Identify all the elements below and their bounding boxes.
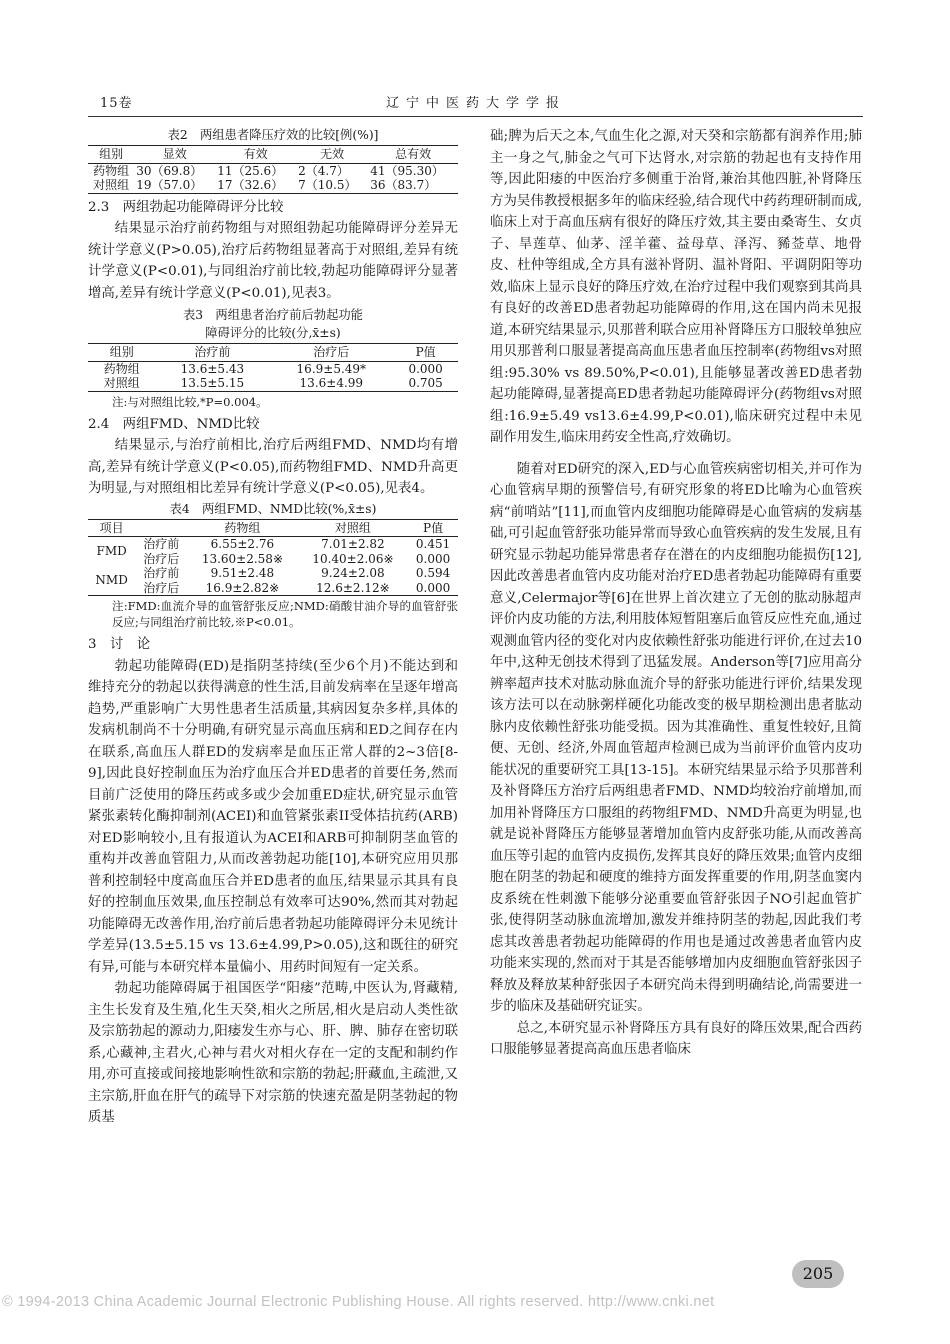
table-cell: 治疗后: [143, 551, 180, 566]
table-group-label: FMD: [96, 544, 127, 559]
table-row: [88, 163, 458, 178]
section-2-4-title: 2.4 两组FMD、NMD比较: [88, 416, 260, 432]
section-2-3-paragraph: 结果显示治疗前药物组与对照组勃起功能障碍评分差异无统计学意义(P>0.05),治疗后药物组显著高于对照组,差异有统计学意义(P<0.01),与同组治疗前比较,勃起功能障碍评分显著增高,差异有统计学意义(P<0.01),见表3。: [88, 221, 458, 301]
table-cell: 17（32.6）: [215, 178, 296, 193]
table-cell: 治疗后: [135, 581, 187, 596]
page-number: 205: [792, 1260, 844, 1288]
table-row: [88, 581, 458, 596]
discussion-paragraph-2-continued: 础;脾为后天之本,气血生化之源,对天癸和宗筋都有润养作用;肺主一身之气,肺金之气可下达肾水,对宗筋的勃起也有支持作用等,因此阳痿的中医治疗多侧重于治肾,兼治其他四脏,补肾降压方为吴伟教授根据多年的临床经验,结合现代中药药理研制而成,临床上对于高血压病有很好的降压疗效,其主要由桑寄生、女贞子、旱莲草、仙茅、淫羊藿、益母草、泽泻、豨莶草、地骨皮、杜仲等组成,全方具有滋补肾阴、温补肾阳、平调阴阳等功效,临床上显示良好的降压疗效,在治疗过程中我们观察到其尚具有良好的改善ED患者勃起功能障碍的作用,这在国内尚未见报道,本研究结果显示,贝那普利联合应用补肾降压方口服较单独应用贝那普利口服显著提高高血压患者血压控制率(药物组vs对照组:95.30% vs 89.50%,P<0.01),且能够显著改善ED患者勃起功能障碍,显著提高ED患者勃起功能障碍评分(药物组vs对照组:16.9±5.49 vs13.6±4.99,P<0.01),临床研究过程中未见副作用发生,临床用药安全性高,疗效确切。: [490, 129, 862, 445]
table-cell: 6.55±2.76: [210, 537, 275, 551]
table3-header: 治疗后: [269, 344, 393, 362]
section-3-title: 3 讨 论: [88, 637, 151, 652]
table4-header: 对照组: [298, 519, 409, 537]
conclusion-paragraph: 总之,本研究显示补肾降压方具有良好的降压效果,配合西药口服能够显著提高高血压患者临床: [490, 1020, 862, 1057]
table3-caption-line1: 表3 两组患者治疗前后勃起功能: [183, 308, 363, 322]
table-cell: 30（69.8）: [136, 163, 203, 178]
table-cell: 13.6±5.43: [180, 361, 245, 376]
header-rule: [88, 116, 863, 117]
table2-header: 有效: [215, 146, 296, 164]
table-cell: 7.01±2.82: [321, 537, 385, 551]
table-cell: 16.9±2.82※: [187, 581, 298, 596]
table3-header: P值: [393, 344, 458, 362]
table2-caption: 表2 两组患者降压疗效的比较[例(%)]: [167, 128, 379, 142]
table2-header: 显效: [134, 146, 215, 164]
table-cell: 治疗前: [143, 566, 180, 580]
table-cell: 41（95.30）: [370, 163, 444, 178]
header-journal-title: 辽宁中医药大学学报: [386, 96, 567, 111]
table4-header: P值: [408, 519, 458, 537]
table-cell: 0.000: [408, 361, 443, 376]
table-cell: 0.451: [415, 537, 451, 551]
table-cell: 13.60±2.58※: [201, 551, 283, 566]
table-row: [88, 537, 458, 552]
right-column: [490, 126, 862, 1061]
table4-header: 项目: [88, 519, 135, 537]
left-column: [88, 126, 458, 1129]
discussion-paragraph-3: 随着对ED研究的深入,ED与心血管疾病密切相关,并可作为心血管病早期的预警信号,有研究形象的将ED比喻为心血管疾病“前哨站”[11],而血管内皮细胞功能障碍是心血管病的发病基础,可引起血管舒张功能异常而导致心血管疾病的发生发展,且有研究显示勃起功能异常患者存在潜在的内皮细胞功能损伤[12],因此改善患者血管内皮功能对治疗ED患者勃起功能障碍有重要意义,Celermajor等[6]在世界上首次建立了无创的肱动脉超声评价内皮功能的方法,利用肢体短暂阻塞后血管反应性充血,通过观测血管内径的变化对内皮依赖性舒张功能进行评价,在过去10年中,这种无创技术得到了迅猛发展。Anderson等[7]应用高分辨率超声技术对肱动脉血流介导的舒张功能进行评价,结果发现该方法可以在动脉粥样硬化功能改变的极早期检测出患者肱动脉内皮依赖性舒张功能受损。因为其准确性、重复性较好,且简便、无创、经济,外周血管超声检测已成为当前评价血管内皮功能状况的重要研究工具[13-15]。本研究结果显示给予贝那普利及补肾降压方治疗后两组患者FMD、NMD均较治疗前增加,而加用补肾降压方口服组的药物组FMD、NMD升高更为明显,也就是说补肾降压方能够显著增加血管内皮舒张功能,从而改善高血压等引起的血管内皮损伤,发挥其良好的降压效果;血管内皮细胞在阴茎的勃起和硬度的维持方面发挥重要的作用,阴茎血窦内皮系统在性刺激下能够分泌重要血管舒张因子NO引起血管扩张,使得阴茎动脉血流增加,激发并维持阴茎的勃起,因此我们考虑其改善患者勃起功能障碍的作用也是通过改善患者血管内皮功能来实现的,然而对于其是否能够增加内皮细胞血管舒张因子释放及释放某种舒张因子本研究尚未得到明确结论,尚需要进一步的临床及基础研究证实。: [490, 461, 862, 1014]
table-cell: 11（25.6）: [217, 163, 284, 178]
table-cell: 16.9±5.49*: [296, 361, 367, 376]
table-cell: 13.5±5.15: [155, 376, 269, 391]
table2-header: 无效: [296, 146, 368, 164]
discussion-paragraph-2: 勃起功能障碍属于祖国医学“阳痿”范畴,中医认为,肾藏精,主生长发育及生殖,化生天癸,相火之所居,相火是启动人类性欲及宗筋勃起的源动力,阳痿发生亦与心、肝、脾、肺存在密切联系,心藏神,主君火,心神与君火对相火存在一定的支配和制约作用,亦可直接或间接地影响性欲和宗筋的勃起;肝藏血,主疏泄,又主宗筋,肝血在肝气的疏导下对宗筋的快速充盈是阴茎勃起的物质基: [88, 981, 458, 1125]
table3-header: 组别: [88, 344, 155, 362]
table-cell: 药物组: [103, 361, 140, 376]
table3-note: 注:与对照组比较,*P=0.004。: [112, 394, 268, 409]
table-row: [88, 178, 458, 193]
table3: [88, 343, 458, 392]
table-cell: 19（57.0）: [134, 178, 215, 193]
table-cell: 10.40±2.06※: [312, 551, 394, 566]
table-cell: 对照组: [88, 178, 134, 193]
table2: [88, 145, 458, 194]
table-cell: 治疗前: [143, 537, 180, 551]
table-row: [88, 552, 458, 567]
table-cell: 9.24±2.08: [321, 566, 385, 580]
table-row: [88, 361, 458, 376]
table4-header: 药物组: [187, 519, 298, 537]
discussion-paragraph-1: 勃起功能障碍(ED)是指阴茎持续(至少6个月)不能达到和维持充分的勃起以获得满意的性生活,目前发病率在呈逐年增高趋势,严重影响广大男性患者生活质量,其病因复杂多样,具体的发病机制尚不十分明确,有研究显示高血压病和ED之间存在内在联系,高血压人群ED的发病率是血压正常人群的2~3倍[8-9],因此良好控制血压为治疗血压合并ED患者的首要任务,然而目前广泛使用的降压药或多或少会加重ED症状,研究显示血管紧张素转化酶抑制剂(ACEI)和血管紧张素II受体拮抗药(ARB)对ED影响较小,且有报道认为ACEI和ARB可抑制阴茎血管的重构并改善血管阻力,从而改善勃起功能[10],本研究应用贝那普利控制轻中度高血压合并ED患者的血压,结果显示其具有良好的控制血压效果,血压控制总有效率可达90%,然而其对勃起功能障碍无改善作用,治疗前后患者勃起功能障碍评分未见统计学差异(13.5±5.15 vs 13.6±4.99,P>0.05),这和既往的研究有异,可能与本研究样本量偏小、用药时间短有一定关系。: [88, 658, 458, 975]
table2-header: 组别: [88, 146, 134, 164]
section-2-3-title: 2.3 两组勃起功能障碍评分比较: [88, 199, 284, 215]
table-group-label: NMD: [88, 566, 135, 596]
table4-note: 注:FMD:血流介导的血管舒张反应;NMD:硝酸甘油介导的血管舒张反应;与同组治疗前比较,※P<0.01。: [112, 599, 458, 629]
table-cell: 13.6±4.99: [269, 376, 393, 391]
table4-header: [135, 519, 187, 537]
table-cell: 0.705: [393, 376, 458, 391]
table-row: [88, 376, 458, 391]
table-cell: 2（4.7）: [298, 163, 349, 178]
table-cell: 36（83.7）: [368, 178, 458, 193]
table2-header: 总有效: [368, 146, 458, 164]
table-cell: 0.594: [415, 566, 451, 580]
table4-caption: 表4 两组FMD、NMD比较(%,x̄±s): [169, 501, 377, 516]
table-row: [88, 566, 458, 581]
table-cell: 对照组: [88, 376, 155, 391]
table-cell: 0.000: [415, 551, 451, 566]
table-cell: 0.000: [408, 581, 458, 596]
table-cell: 12.6±2.12※: [298, 581, 409, 596]
table4: [88, 519, 458, 597]
copyright-footer: © 1994-2013 China Academic Journal Electronic Publishing House. All rights reserved. http://www.cnki.net: [2, 1294, 715, 1310]
header-volume: 15卷: [100, 96, 133, 111]
table3-caption-line2: 障碍评分的比较(分,x̄±s): [205, 326, 341, 340]
table3-header: 治疗前: [155, 344, 269, 362]
table-cell: 9.51±2.48: [210, 566, 275, 580]
table-cell: 7（10.5）: [296, 178, 368, 193]
table-cell: 药物组: [93, 163, 130, 178]
section-2-4-paragraph: 结果显示,与治疗前相比,治疗后两组FMD、NMD均有增高,差异有统计学意义(P<0.05),而药物组FMD、NMD升高更为明显,与对照组相比差异有统计学意义(P<0.05),见表4。: [88, 438, 458, 496]
